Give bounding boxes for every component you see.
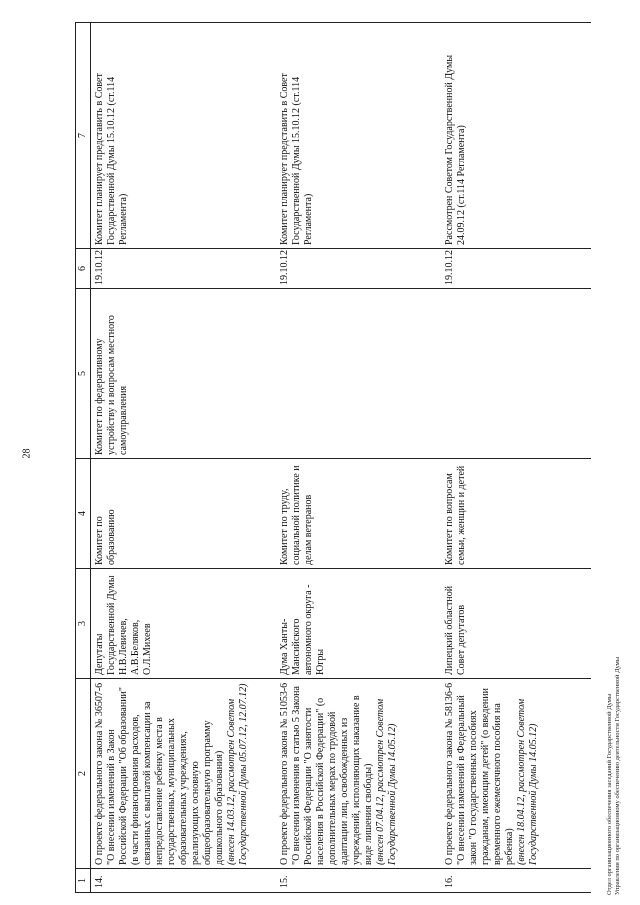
bill-note: (внесен 14.03.12, рассмотрен Советом Государственной Думы 05.07.12, 12.07.12) xyxy=(226,683,249,865)
bill-title: О проекте федерального закона № 36507-6 "О внесении изменений в Закон Российской Федерации "Об образовании" (в части финансирования расходов, связанных с выплатой компенсации за непредоставление ребенку места в государственных, муниципальных образовательных учреждениях, реализующих основную общеобразовательную программу дошкольного образования) xyxy=(94,682,225,865)
bill-cell xyxy=(276,679,441,869)
initiator: Липецкий областной Совет депутатов xyxy=(441,569,591,679)
column-header: 7 xyxy=(76,23,91,249)
date: 19.10.12 xyxy=(91,249,276,289)
bill-title: О проекте федерального закона № 51053-6 "О внесении изменения в статью 5 Закона Российской Федерации "О занятости населения в Российской Федерации" (о дополнительных мерах по трудовой адаптации лиц, освобожденных из учреждений, исполняющих наказание в виде лишения свободы) xyxy=(278,682,374,865)
bill-title: О проекте федерального закона № 58136-6 "О внесении изменений в Федеральный закон "О государственных пособиях гражданам, имеющим детей" (о введении временного ежемесячного пособия на ребенка) xyxy=(443,682,515,865)
footer-line: Управления по организационному обеспечению деятельности Государственной Думы xyxy=(614,656,621,895)
column-header: 1 xyxy=(76,869,91,893)
column-header: 4 xyxy=(76,459,91,569)
status: Комитет планирует представить в Совет Государственной Думы 15.10.12 (ст.114 Регламента) xyxy=(91,23,276,249)
bill-cell xyxy=(91,679,276,869)
row-number: 14. xyxy=(91,869,276,893)
page-number: 28 xyxy=(21,448,33,459)
co-committee xyxy=(276,289,441,459)
status: Комитет планирует представить в Совет Государственной Думы 15.10.12 (ст.114 Регламента) xyxy=(276,23,441,249)
initiator: Дума Ханты-Мансийского автономного округа - Югры xyxy=(276,569,441,679)
footer-line: Отдел организационного обеспечения заседаний Государственной Думы xyxy=(606,693,613,895)
column-header: 5 xyxy=(76,289,91,459)
bills-table xyxy=(75,22,591,893)
responsible-committee: Комитет по образованию xyxy=(91,459,276,569)
table-row xyxy=(441,23,591,893)
status: Рассмотрен Советом Государственной Думы 24.09.12 (ст.114 Регламента) xyxy=(441,23,591,249)
column-header: 2 xyxy=(76,679,91,869)
initiator: Депутаты Государственной Думы Н.В.Левичев, А.В.Беляков, О.Л.Михеев xyxy=(91,569,276,679)
column-number-row xyxy=(76,23,91,893)
responsible-committee: Комитет по труду, социальной политике и делам ветеранов xyxy=(276,459,441,569)
table-row xyxy=(91,23,276,893)
row-number: 15. xyxy=(276,869,441,893)
bill-cell xyxy=(441,679,591,869)
bill-note: (внесен 18.04.12, рассмотрен Советом Государственной Думы 14.05.12) xyxy=(515,698,539,865)
column-header: 3 xyxy=(76,569,91,679)
co-committee: Комитет по федеративному устройству и вопросам местного самоуправления xyxy=(91,289,276,459)
bill-note: (внесен 07.04.12, рассмотрен Советом Государственной Думы 14.05.12) xyxy=(374,698,398,865)
date: 19.10.12 xyxy=(441,249,591,289)
responsible-committee: Комитет по вопросам семьи, женщин и детей xyxy=(441,459,591,569)
date: 19.10.12 xyxy=(276,249,441,289)
footer xyxy=(606,657,622,895)
table-row xyxy=(276,23,441,893)
row-number: 16. xyxy=(441,869,591,893)
co-committee xyxy=(441,289,591,459)
column-header: 6 xyxy=(76,249,91,289)
